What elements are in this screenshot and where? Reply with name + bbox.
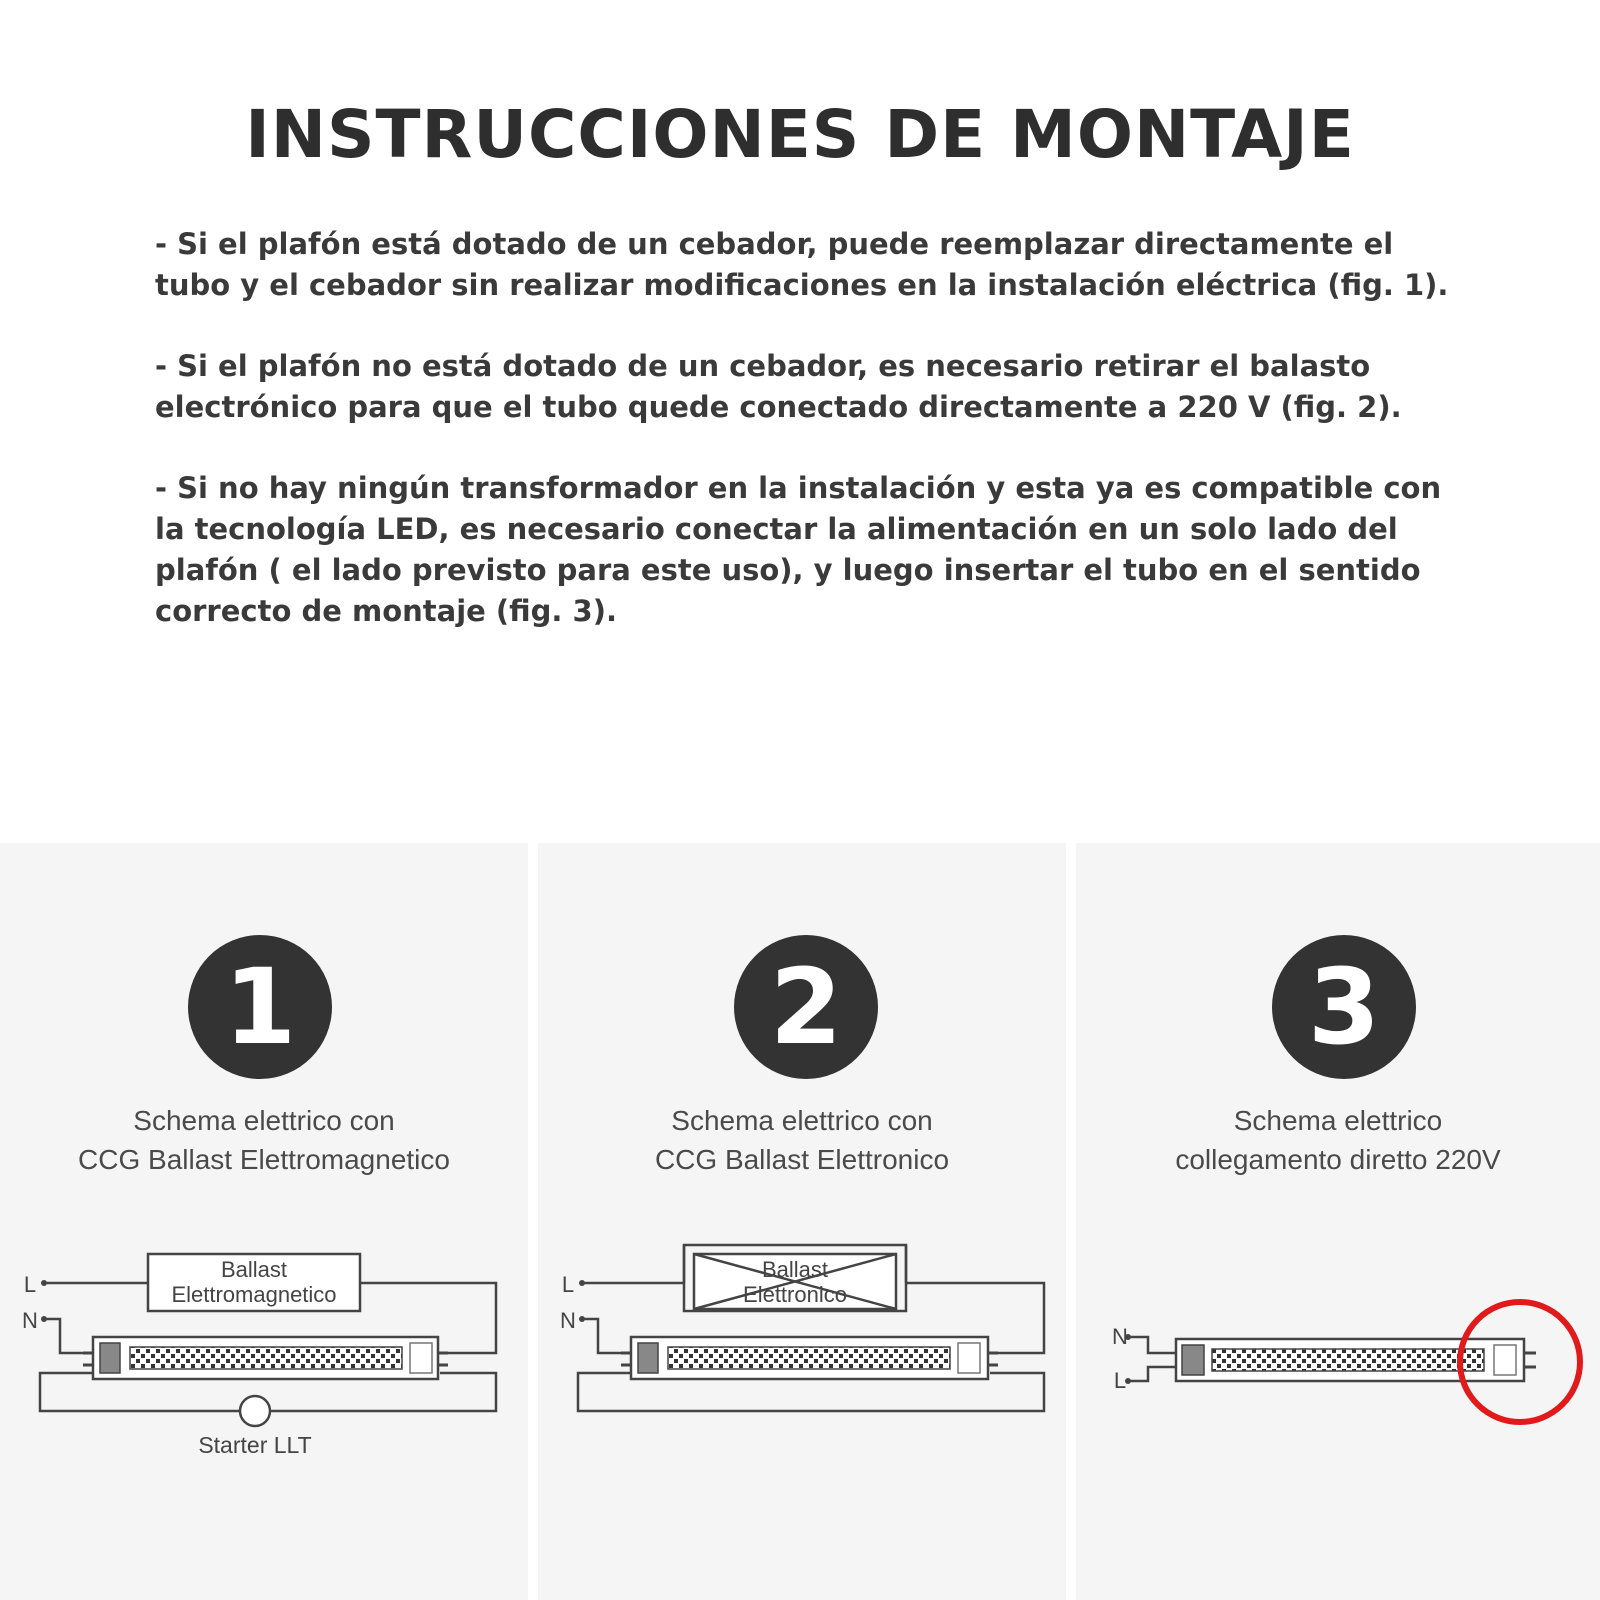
led-tube bbox=[621, 1337, 998, 1379]
starter-label: Starter LLT bbox=[198, 1432, 312, 1458]
wire-label-n: N bbox=[1112, 1324, 1128, 1349]
starter-icon bbox=[240, 1396, 270, 1426]
wire-label-l: L bbox=[23, 1272, 37, 1297]
wiring-diagram-3 bbox=[1076, 843, 1600, 1600]
diagram-panel-1 bbox=[0, 843, 528, 1600]
led-tube bbox=[1176, 1339, 1536, 1381]
wire-label-l: L bbox=[1113, 1368, 1127, 1393]
step-number-badge: 3 bbox=[1272, 935, 1416, 1079]
ballast-label-1: Ballast bbox=[220, 1257, 288, 1282]
ballast-label-2: Elettronico bbox=[743, 1282, 847, 1307]
diagram-panel-2 bbox=[538, 843, 1066, 1600]
diagram-panel-3 bbox=[1076, 843, 1600, 1600]
wiring-diagram-2 bbox=[538, 843, 1066, 1600]
ballast-label-2: Elettromagnetico bbox=[171, 1282, 337, 1307]
instruction-paragraph-1: - Si el plafón está dotado de un cebador, puede reemplazar directamente el tubo y el cebador sin realizar modificaciones en la instalación eléctrica (fig. 1). bbox=[155, 227, 1449, 302]
page-title: INSTRUCCIONES DE MONTAJE bbox=[245, 96, 1355, 173]
instruction-paragraph-3: - Si no hay ningún transformador en la instalación y esta ya es compatible con la tecnología LED, es necesario conectar la alimentación en un solo lado del plafón ( el lado previsto para este uso), y luego insertar el tubo en el sentido correcto de montaje (fig. 3). bbox=[155, 471, 1442, 628]
step-number-badge: 2 bbox=[734, 935, 878, 1079]
wire-label-n: N bbox=[22, 1308, 38, 1333]
wire-label-l: L bbox=[561, 1272, 575, 1297]
caption-line-1: Schema elettrico con bbox=[671, 1105, 933, 1136]
led-tube bbox=[83, 1337, 448, 1379]
instruction-paragraph-2: - Si el plafón no está dotado de un cebador, es necesario retirar el balasto electrónico para que el tubo quede conectado directamente a 220 V (fig. 2). bbox=[155, 349, 1402, 424]
diagram-panels bbox=[0, 843, 1600, 1600]
wiring-diagram-1 bbox=[0, 843, 528, 1600]
instructions-text bbox=[155, 224, 1475, 672]
caption-line-1: Schema elettrico bbox=[1233, 1105, 1443, 1136]
caption-line-2: CCG Ballast Elettromagnetico bbox=[78, 1144, 450, 1175]
ballast-label-1: Ballast bbox=[761, 1257, 829, 1282]
caption-line-2: collegamento diretto 220V bbox=[1175, 1144, 1501, 1175]
caption-line-2: CCG Ballast Elettronico bbox=[654, 1144, 950, 1175]
caption-line-1: Schema elettrico con bbox=[133, 1105, 395, 1136]
step-number-badge: 1 bbox=[188, 935, 332, 1079]
wire-label-n: N bbox=[560, 1308, 576, 1333]
